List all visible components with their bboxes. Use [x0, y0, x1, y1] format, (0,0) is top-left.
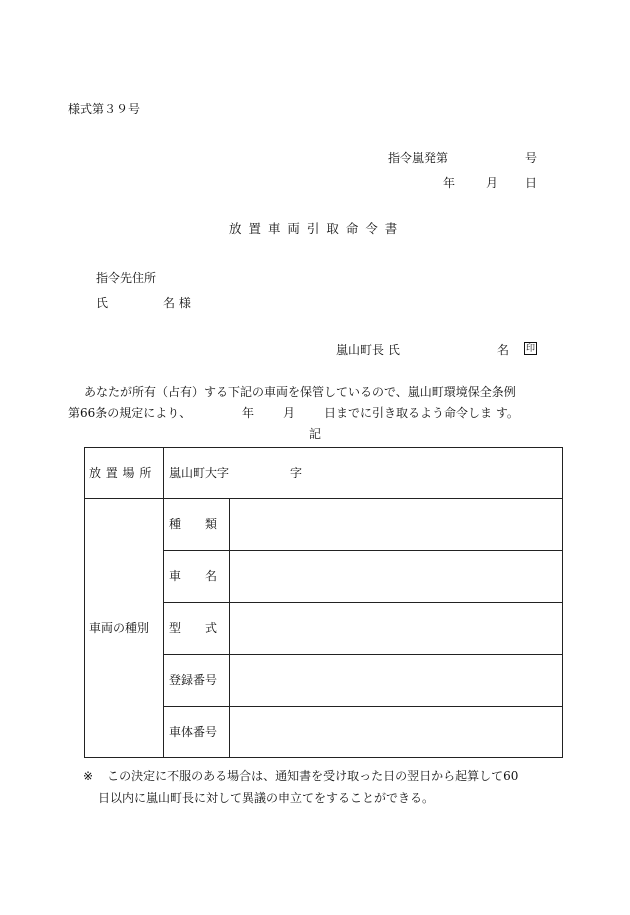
location-town-value: 嵐山町大字 — [169, 466, 230, 480]
table-row-divider-4 — [163, 706, 563, 707]
row-label-car-name: 車 名 — [169, 569, 218, 583]
location-aza-value: 字 — [290, 466, 303, 480]
body-line-2-start: 第66条の規定により、 — [68, 406, 192, 420]
vehicle-type-group-label: 車両の種別 — [89, 621, 150, 635]
issuer-title: 嵐山町長 氏 — [336, 343, 400, 357]
issuer-name-label: 名 — [497, 343, 510, 357]
row-label-registration: 登録番号 — [169, 673, 218, 687]
body-line-1: あなたが所有（占有）する下記の車両を保管しているので、嵐山町環境保全条例 — [84, 385, 516, 399]
date-day-label: 日 — [525, 176, 538, 190]
location-label: 放 置 場 所 — [89, 466, 152, 480]
document-number-prefix: 指令嵐発第 — [388, 151, 449, 165]
table-row-divider-2 — [163, 602, 563, 603]
table-row-divider-1 — [163, 550, 563, 551]
body-line-2-month: 月 — [283, 406, 296, 420]
seal-stamp-icon: 印 — [525, 344, 535, 354]
recipient-name-label-2: 名 様 — [163, 296, 191, 310]
body-line-2-year: 年 — [242, 406, 255, 420]
row-label-model: 型 式 — [169, 621, 218, 635]
table-border-left — [84, 447, 85, 758]
note-line-2: 日以内に嵐山町長に対して異議の申立てをすることができる。 — [98, 791, 435, 805]
table-divider-sublabel — [229, 498, 230, 758]
date-month-label: 月 — [486, 176, 499, 190]
recipient-address-label: 指令先住所 — [96, 271, 157, 285]
row-label-chassis: 車体番号 — [169, 725, 218, 739]
note-text-1: この決定に不服のある場合は、通知書を受け取った日の翌日から起算して60 — [107, 769, 519, 783]
vehicle-info-table — [84, 447, 563, 758]
note-line-1 — [83, 769, 518, 783]
form-number: 様式第３９号 — [68, 102, 141, 116]
document-title: 放 置 車 両 引 取 命 令 書 — [229, 221, 399, 236]
recipient-name-label-1: 氏 — [96, 296, 109, 310]
table-border-bottom — [84, 757, 563, 758]
body-line-2-end: 日までに引き取るよう命令しま す。 — [324, 406, 519, 420]
date-year-label: 年 — [443, 176, 456, 190]
ki-heading: 記 — [309, 427, 322, 441]
note-mark: ※ — [83, 769, 94, 783]
table-border-top — [84, 447, 563, 448]
document-number-suffix: 号 — [525, 151, 538, 165]
table-divider-location — [84, 498, 563, 499]
row-label-type: 種 類 — [169, 517, 218, 531]
table-row-divider-3 — [163, 654, 563, 655]
